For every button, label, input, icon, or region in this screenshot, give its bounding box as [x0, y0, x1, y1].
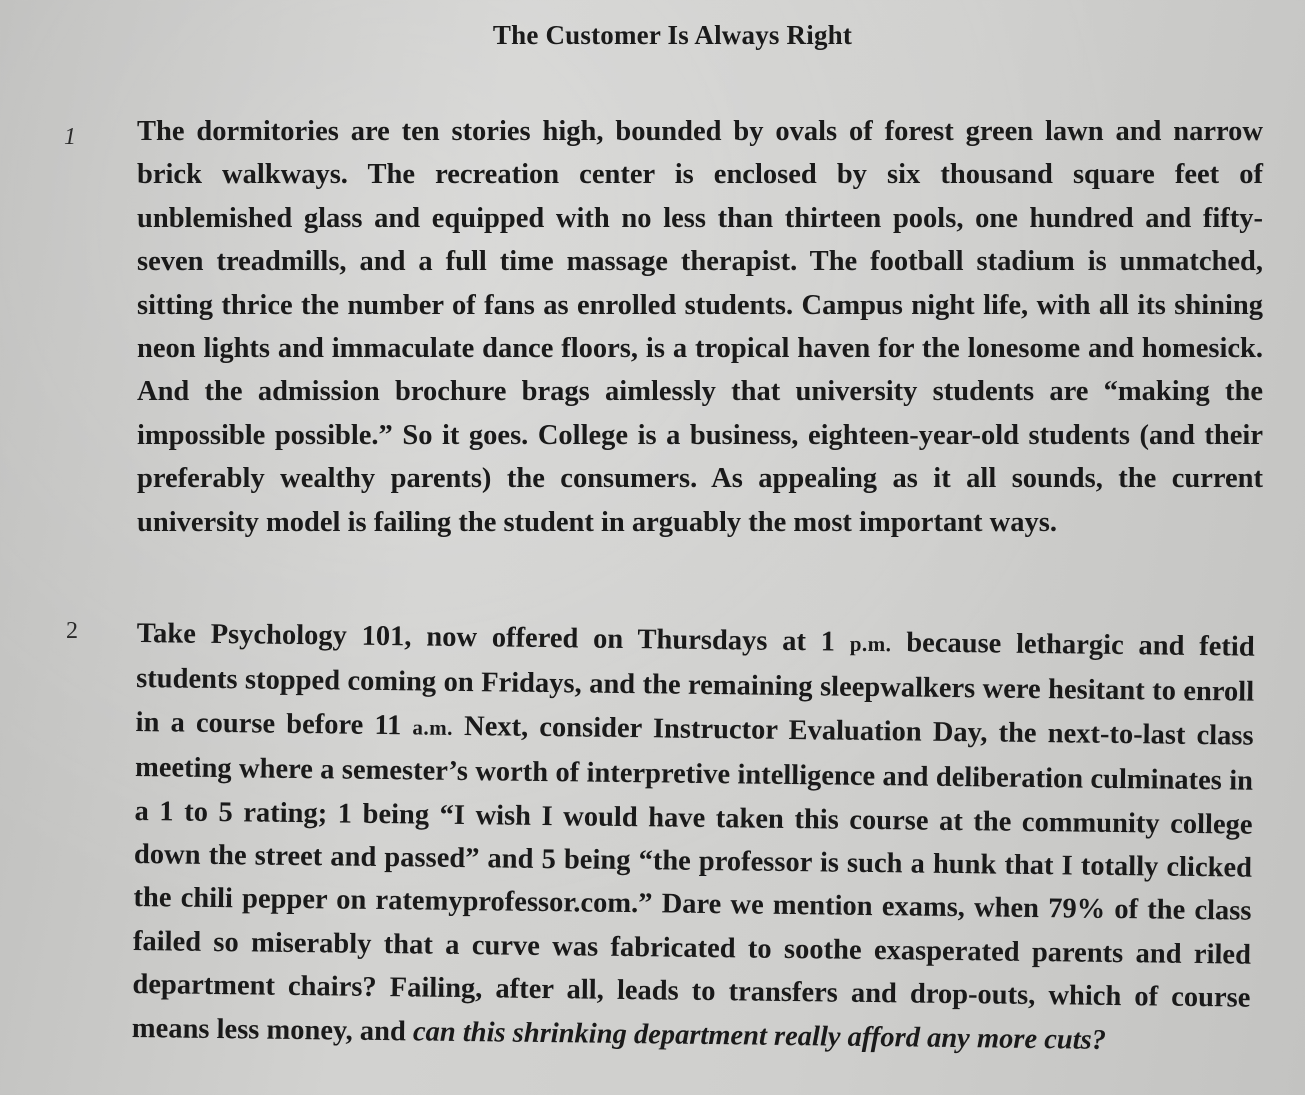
- paragraph-number-1: 1: [64, 124, 76, 150]
- paragraph-2-text-c: Next, consider Instructor Evaluation Day, the next-to-last class meeting where a semester’s worth of interpretive intelligence and deliberation culminates in a 1 to 5 rating; 1 being “I wish I would have taken this course at the community college down the street and passed” and 5 being “the professor is such a hunk that I totally clicked the chili pepper on ratemyprofessor.com.” Dare we mention exams, when 79% of the class failed so miserably that a curve was fabricated to soothe exasperated parents and riled department chairs? Failing, after all, leads to transfers and drop-outs, which of course means less money, and: [131, 710, 1254, 1048]
- paragraph-2-time-am: a.m.: [412, 715, 454, 740]
- paragraph-number-2: 2: [66, 618, 78, 644]
- paragraph-1: The dormitories are ten stories high, bounded by ovals of forest green lawn and narrow brick walkways. The recreation center is enclosed by six thousand square feet of unblemished glass and equipped with no less than thirteen pools, one hundred and fifty-seven treadmills, and a full time massage therapist. The football stadium is unmatched, sitting thrice the number of fans as enrolled students. Campus night life, with all its shining neon lights and immaculate dance floors, is a tropical haven for the lonesome and homesick. And the admission brochure brags aimlessly that university students are “making the impossible possible.” So it goes. College is a business, eighteen-year-old students (and their preferably wealthy parents) the consumers. As appealing as it all sounds, the current university model is failing the student in arguably the most important ways.: [137, 116, 1263, 538]
- paragraph-2-time-pm: p.m.: [849, 631, 892, 657]
- paragraph-2-text-a: Take Psychology 101, now offered on Thursdays at 1: [136, 617, 850, 658]
- page-title: The Customer Is Always Right: [492, 20, 853, 50]
- paragraph-2: [132, 612, 1255, 1064]
- paragraph-2-italic-ending: can this shrinking department really afford any more cuts?: [412, 1016, 1107, 1056]
- paragraph-2-text-b: because lethargic and fetid students stopped coming on Fridays, and the remaining sleepwalkers were hesitant to enroll in a course before 11: [135, 627, 1255, 742]
